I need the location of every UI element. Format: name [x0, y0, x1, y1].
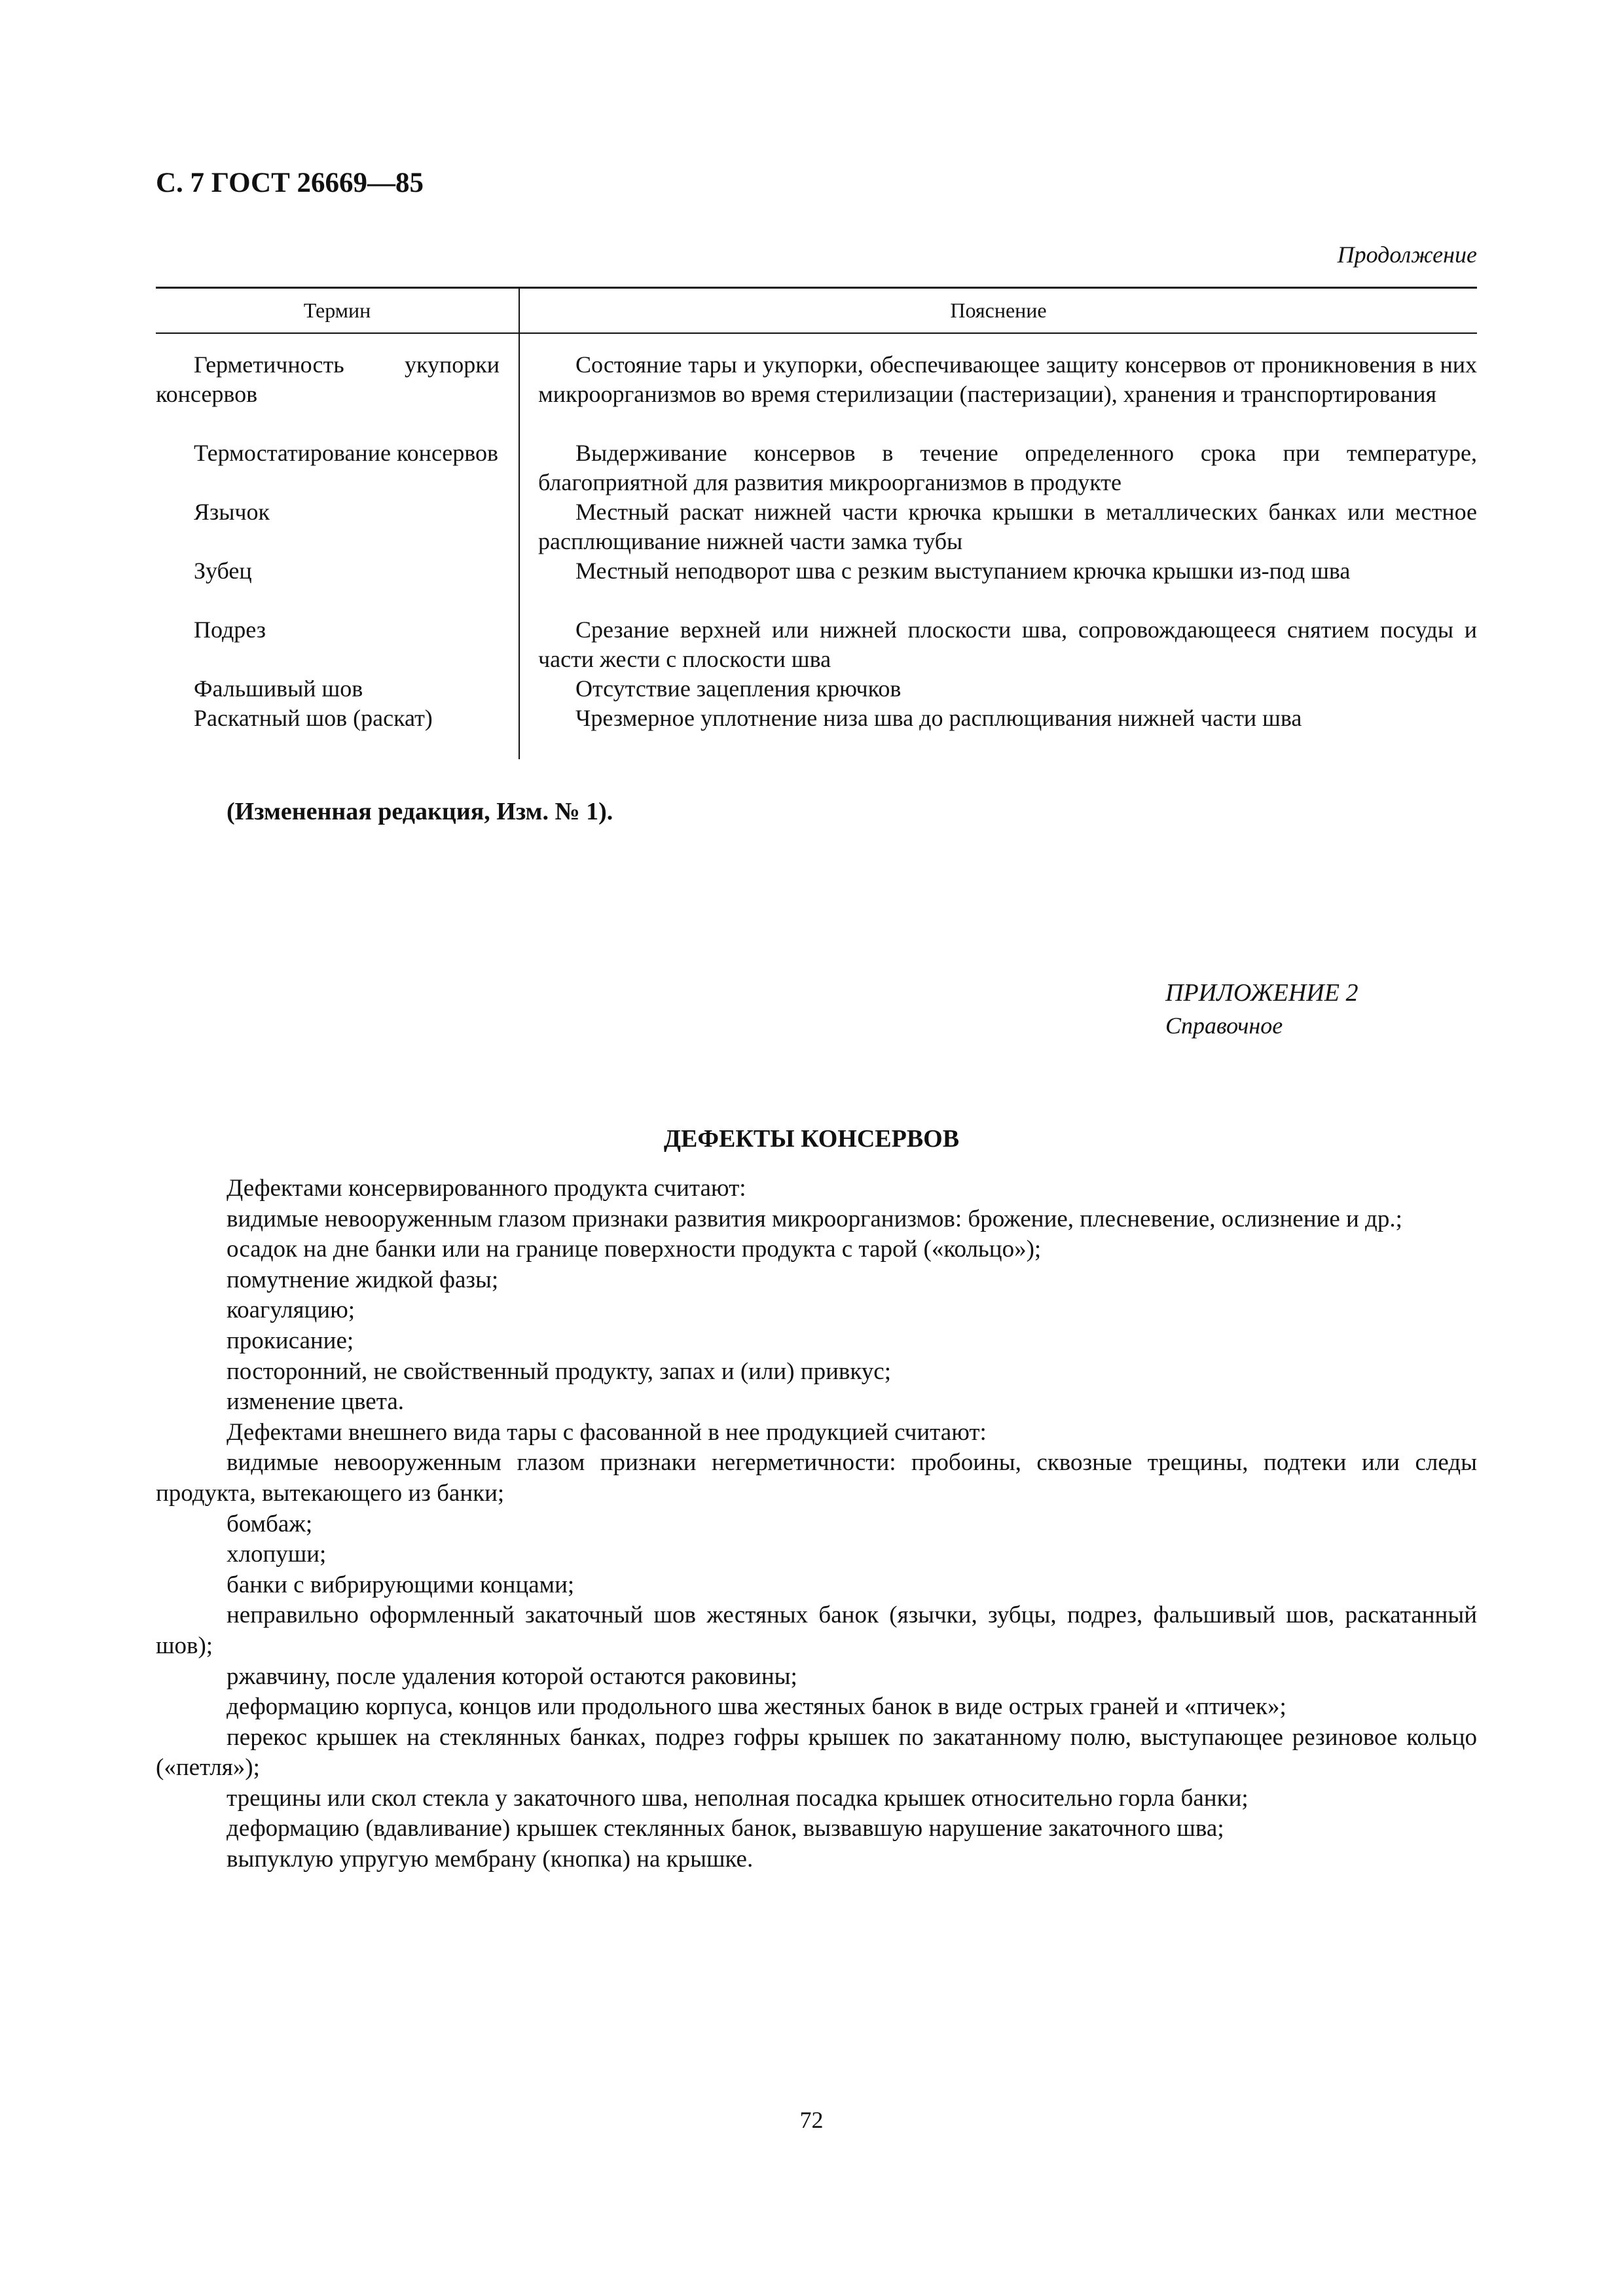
- paragraph: выпуклую упругую мембрану (кнопка) на крышке.: [227, 1846, 754, 1873]
- term-cell: Фальшивый шов: [194, 675, 363, 702]
- page-header: С. 7 ГОСТ 26669—85: [156, 168, 424, 198]
- term-cell: Зубец: [194, 558, 252, 584]
- term-cell: Термостатирование консервов: [194, 440, 499, 466]
- terms-table: [156, 287, 1477, 759]
- column-header-explanation: Пояснение: [950, 298, 1047, 322]
- explanation-cell: Местный раскат нижней части крючка крышки в металлических банках или местное расплющивание нижней части замка тубы: [538, 499, 1477, 554]
- explanation-cell: Выдерживание консервов в течение определенного срока при температуре, благоприятной для развития микроорганизмов в продукте: [538, 440, 1477, 495]
- paragraph: трещины или скол стекла у закаточного шва, неполная посадка крышек относительно горла банки;: [227, 1784, 1249, 1812]
- paragraph: ржавчину, после удаления которой остаются раковины;: [227, 1662, 797, 1690]
- term-cell: Герметичность укупорки консервов: [156, 351, 500, 407]
- paragraph: бомбаж;: [227, 1510, 313, 1537]
- column-header-term: Термин: [303, 298, 371, 322]
- appendix-heading: [1165, 977, 1358, 1042]
- appendix-type: Справочное: [1165, 1013, 1283, 1039]
- section-title: ДЕФЕКТЫ КОНСЕРВОВ: [663, 1125, 960, 1153]
- paragraph: деформацию корпуса, концов или продольного шва жестяных банок в виде острых граней и «птичек»;: [227, 1693, 1286, 1721]
- paragraph: видимые невооруженным глазом признаки развития микроорганизмов: брожение, плесневение, ослизнение и др.;: [227, 1205, 1402, 1232]
- paragraph: Дефектами консервированного продукта считают:: [227, 1175, 746, 1202]
- explanation-cell: Отсутствие зацепления крючков: [575, 675, 902, 702]
- paragraph: прокисание;: [227, 1327, 354, 1354]
- table-column-divider: [519, 287, 520, 759]
- paragraph: перекос крышек на стеклянных банках, подрез гофры крышек по закатанному полю, выступающее резиновое кольцо («петля»);: [156, 1723, 1477, 1782]
- paragraph: деформацию (вдавливание) крышек стеклянных банок, вызвавшую нарушение закаточного шва;: [227, 1815, 1224, 1842]
- explanation-cell: Срезание верхней или нижней плоскости шва, сопровождающееся снятием посуды и части жести с плоскости шва: [538, 617, 1477, 672]
- paragraph: посторонний, не свойственный продукту, запах и (или) привкус;: [227, 1357, 892, 1385]
- term-cell: Язычок: [194, 499, 270, 525]
- paragraph: неправильно оформленный закаточный шов жестяных банок (язычки, зубцы, подрез, фальшивый шов, раскатанный шов);: [156, 1602, 1477, 1659]
- amendment-note: (Измененная редакция, Изм. № 1).: [227, 798, 613, 825]
- table-header-rule: [156, 332, 1477, 334]
- page-number: 72: [799, 2107, 824, 2133]
- paragraph: коагуляцию;: [227, 1297, 356, 1324]
- appendix-label: ПРИЛОЖЕНИЕ 2: [1165, 979, 1359, 1007]
- explanation-cell: Местный неподворот шва с резким выступанием крючка крышки из-под шва: [575, 558, 1351, 584]
- term-cell: Раскатный шов (раскат): [194, 705, 433, 731]
- explanation-cell: Состояние тары и укупорки, обеспечивающее защиту консервов от проникновения в них микроорганизмов во время стерилизации (пастеризации), хранения и транспортирования: [538, 351, 1477, 407]
- explanation-cell: Чрезмерное уплотнение низа шва до расплющивания нижней части шва: [575, 705, 1302, 731]
- paragraph: банки с вибрирующими концами;: [227, 1571, 575, 1598]
- paragraph: Дефектами внешнего вида тары с фасованной в нее продукцией считают:: [227, 1418, 987, 1446]
- paragraph: помутнение жидкой фазы;: [227, 1266, 499, 1293]
- table-top-rule: [156, 287, 1477, 289]
- paragraph: осадок на дне банки или на границе поверхности продукта с тарой («кольцо»);: [227, 1236, 1042, 1263]
- paragraph: изменение цвета.: [227, 1388, 404, 1416]
- term-cell: Подрез: [194, 617, 266, 643]
- paragraph: хлопуши;: [227, 1541, 327, 1568]
- continuation-label: Продолжение: [1337, 242, 1477, 268]
- defects-body: [156, 1174, 1477, 1875]
- paragraph: видимые невооруженным глазом признаки негерметичности: пробоины, сквозные трещины, подтеки или следы продукта, вытекающего из банки;: [156, 1449, 1477, 1507]
